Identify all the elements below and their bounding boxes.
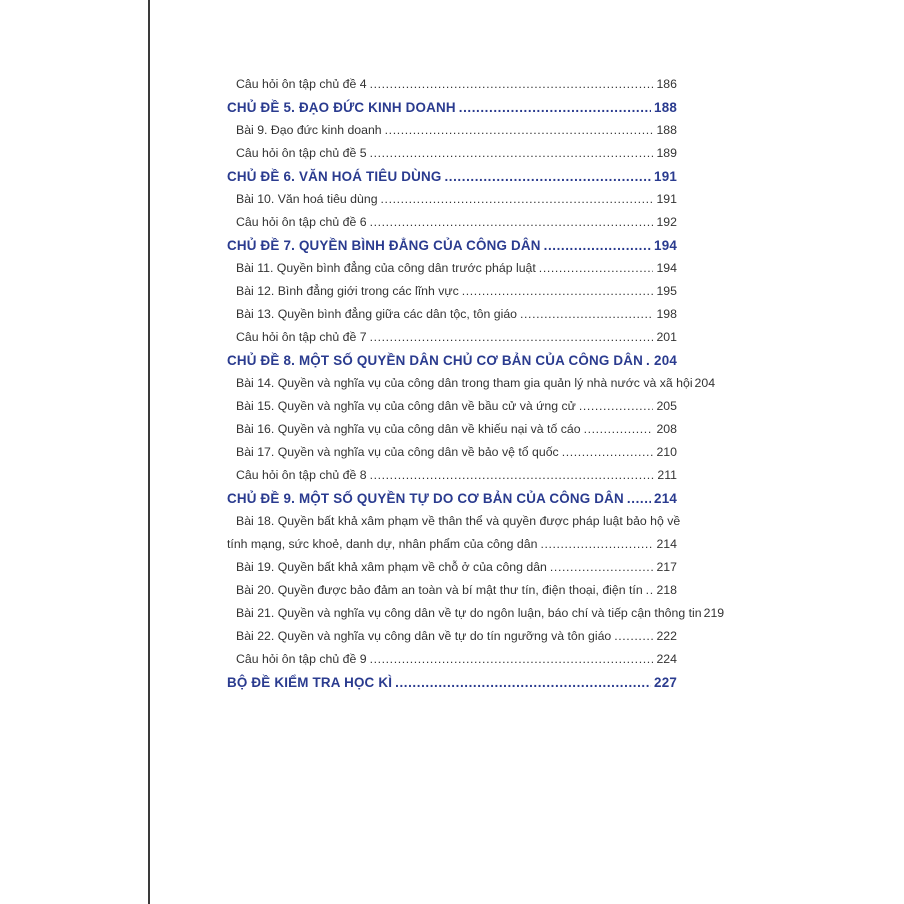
- toc-page-number: 189: [656, 146, 677, 160]
- toc-entry[interactable]: [227, 119, 677, 142]
- toc-label: Bài 13. Quyền bình đẳng giữa các dân tộc, tôn giáo: [236, 307, 518, 321]
- dot-leader: [370, 326, 654, 349]
- toc-page-number: 201: [656, 330, 677, 344]
- toc-heading[interactable]: [227, 165, 677, 188]
- toc-label: Câu hỏi ôn tập chủ đề 7: [236, 330, 367, 344]
- dot-leader: [579, 395, 654, 418]
- dot-leader: [646, 579, 654, 602]
- toc-page-number: 211: [657, 468, 677, 482]
- toc-page-number: 191: [656, 192, 677, 206]
- toc-label: Bài 15. Quyền và nghĩa vụ của công dân về bầu cử và ứng cử: [236, 399, 576, 413]
- toc-entry-line2: [227, 533, 677, 556]
- toc-page-number: 224: [656, 652, 677, 666]
- toc-label: Bài 11. Quyền bình đẳng của công dân trước pháp luật: [236, 261, 536, 275]
- toc-label: Bài 21. Quyền và nghĩa vụ công dân về tự do ngôn luận, báo chí và tiếp cận thông tin: [236, 606, 702, 620]
- toc-entry[interactable]: [227, 142, 677, 165]
- toc-page-number: 227: [654, 675, 677, 690]
- toc-heading[interactable]: [227, 234, 677, 257]
- toc-page-number: 194: [654, 238, 677, 253]
- toc-heading[interactable]: [227, 671, 677, 694]
- dot-leader: [370, 211, 654, 234]
- toc-entry[interactable]: [227, 257, 677, 280]
- dot-leader: [614, 625, 653, 648]
- toc-label: Bài 14. Quyền và nghĩa vụ của công dân trong tham gia quản lý nhà nước và xã hội: [236, 376, 693, 390]
- toc-label: Bài 22. Quyền và nghĩa vụ công dân về tự do tín ngưỡng và tôn giáo: [236, 629, 612, 643]
- dot-leader: [540, 533, 653, 556]
- toc-label: Bài 19. Quyền bất khả xâm phạm về chỗ ở của công dân: [236, 560, 547, 574]
- toc-page-number: 205: [656, 399, 677, 413]
- dot-leader: [627, 487, 651, 510]
- toc-label: CHỦ ĐỀ 7. QUYỀN BÌNH ĐẲNG CỦA CÔNG DÂN: [227, 238, 541, 253]
- dot-leader: [562, 441, 654, 464]
- dot-leader: [395, 671, 651, 694]
- toc-entry[interactable]: [227, 602, 725, 625]
- toc-label: Bài 16. Quyền và nghĩa vụ của công dân về khiếu nại và tố cáo: [236, 422, 581, 436]
- toc-label: Câu hỏi ôn tập chủ đề 5: [236, 146, 367, 160]
- toc-label: Bài 20. Quyền được bảo đảm an toàn và bí mật thư tín, điện thoại, điện tín: [236, 583, 643, 597]
- toc-entry[interactable]: [227, 326, 677, 349]
- toc-label: Bài 10. Văn hoá tiêu dùng: [236, 192, 378, 206]
- toc-entry[interactable]: [227, 303, 677, 326]
- toc-page-number: 204: [654, 353, 677, 368]
- toc-page-number: 222: [656, 629, 677, 643]
- toc-entry[interactable]: [227, 73, 677, 96]
- toc-group-1: [227, 73, 716, 510]
- toc-page-number: 188: [656, 123, 677, 137]
- dot-leader: [370, 464, 655, 487]
- toc-page-number: 217: [656, 560, 677, 574]
- toc-label: BỘ ĐỀ KIỂM TRA HỌC KÌ: [227, 675, 393, 690]
- toc-entry-page: 214: [656, 537, 677, 551]
- toc-page-number: 219: [703, 606, 725, 620]
- toc-entry[interactable]: [227, 579, 677, 602]
- dot-leader: [370, 648, 654, 671]
- toc-entry[interactable]: [227, 648, 677, 671]
- dot-leader: [462, 280, 654, 303]
- toc-page-number: 214: [654, 491, 677, 506]
- toc-label: Câu hỏi ôn tập chủ đề 8: [236, 468, 367, 482]
- toc-page-number: 192: [656, 215, 677, 229]
- dot-leader: [459, 96, 651, 119]
- toc-entry[interactable]: [227, 441, 677, 464]
- toc-label: Câu hỏi ôn tập chủ đề 6: [236, 215, 367, 229]
- toc-page-number: 204: [694, 376, 716, 390]
- toc-heading[interactable]: [227, 487, 677, 510]
- toc-heading[interactable]: [227, 96, 677, 119]
- table-of-contents: [227, 73, 725, 694]
- toc-entry[interactable]: [227, 188, 677, 211]
- toc-page-number: 186: [656, 77, 677, 91]
- toc-page-number: 210: [656, 445, 677, 459]
- dot-leader: [520, 303, 653, 326]
- toc-page-number: 198: [656, 307, 677, 321]
- dot-leader: [646, 349, 651, 372]
- toc-label: Bài 17. Quyền và nghĩa vụ của công dân về bảo vệ tổ quốc: [236, 445, 559, 459]
- dot-leader: [444, 165, 651, 188]
- dot-leader: [370, 142, 654, 165]
- dot-leader: [584, 418, 654, 441]
- toc-label: Bài 12. Bình đẳng giới trong các lĩnh vực: [236, 284, 459, 298]
- toc-page-number: 218: [656, 583, 677, 597]
- dot-leader: [370, 73, 654, 96]
- toc-heading[interactable]: [227, 349, 677, 372]
- toc-entry-label-line1: Bài 18. Quyền bất khả xâm phạm về thân thể và quyền được pháp luật bảo hộ về: [236, 514, 681, 528]
- toc-entry[interactable]: [227, 395, 677, 418]
- toc-label: Câu hỏi ôn tập chủ đề 4: [236, 77, 367, 91]
- dot-leader: [385, 119, 654, 142]
- page-edge-divider: [148, 0, 150, 904]
- toc-entry[interactable]: [227, 625, 677, 648]
- toc-entry[interactable]: [227, 372, 716, 395]
- toc-label: Bài 9. Đạo đức kinh doanh: [236, 123, 382, 137]
- toc-page-number: 191: [654, 169, 677, 184]
- toc-page-number: 208: [656, 422, 677, 436]
- toc-label: CHỦ ĐỀ 9. MỘT SỐ QUYỀN TỰ DO CƠ BẢN CỦA CÔNG DÂN: [227, 491, 624, 506]
- toc-entry[interactable]: [227, 211, 677, 234]
- toc-label: CHỦ ĐỀ 5. ĐẠO ĐỨC KINH DOANH: [227, 100, 456, 115]
- toc-page-number: 188: [654, 100, 677, 115]
- toc-group-2: [227, 556, 725, 694]
- toc-page-number: 195: [656, 284, 677, 298]
- toc-entry[interactable]: [227, 418, 677, 441]
- dot-leader: [381, 188, 654, 211]
- toc-entry-label-line2: tính mạng, sức khoẻ, danh dự, nhân phẩm của công dân: [227, 537, 538, 551]
- toc-label: CHỦ ĐỀ 6. VĂN HOÁ TIÊU DÙNG: [227, 169, 442, 184]
- toc-label: CHỦ ĐỀ 8. MỘT SỐ QUYỀN DÂN CHỦ CƠ BẢN CỦA CÔNG DÂN: [227, 353, 643, 368]
- dot-leader: [544, 234, 651, 257]
- toc-page-number: 194: [656, 261, 677, 275]
- dot-leader: [550, 556, 654, 579]
- toc-entry-wrapped[interactable]: [227, 510, 681, 556]
- toc-entry[interactable]: [227, 280, 677, 303]
- toc-entry[interactable]: [227, 464, 677, 487]
- dot-leader: [539, 257, 654, 280]
- toc-label: Câu hỏi ôn tập chủ đề 9: [236, 652, 367, 666]
- toc-entry[interactable]: [227, 556, 677, 579]
